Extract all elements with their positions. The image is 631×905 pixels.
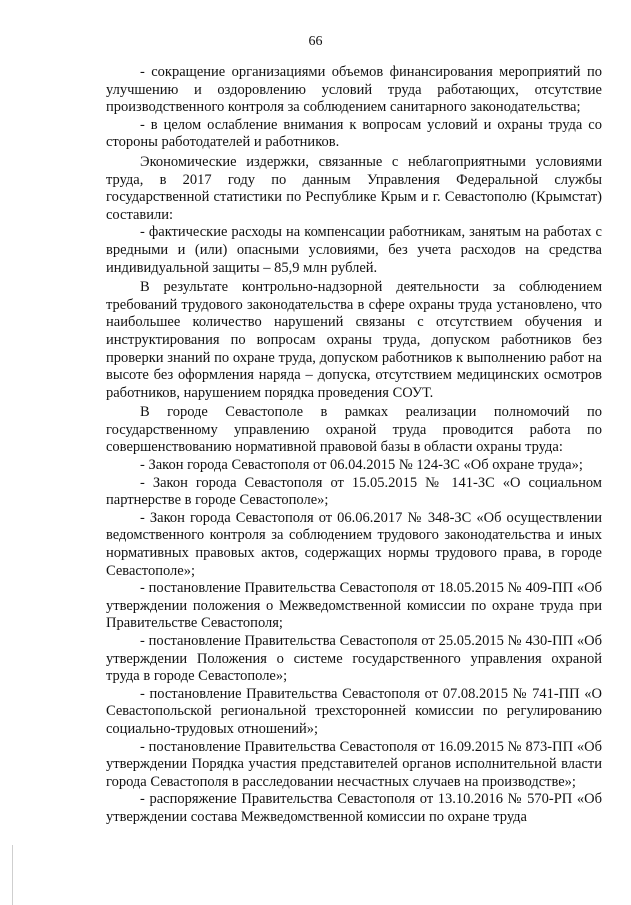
list-item-resolution-430: - постановление Правительства Севастополя от 25.05.2015 № 430-ПП «Об утверждении Положения о системе государственного управления охраной труда в городе Севастополе»; xyxy=(106,633,602,685)
list-item-resolution-409: - постановление Правительства Севастополя от 18.05.2015 № 409-ПП «Об утверждении положения о Межведомственной комиссии по охране труда при Правительстве Севастополя; xyxy=(106,580,602,632)
list-item-order-570: - распоряжение Правительства Севастополя от 13.10.2016 № 570-РП «Об утверждении состава Межведомственной комиссии по охране труда xyxy=(106,791,602,825)
list-item-resolution-873: - постановление Правительства Севастополя от 16.09.2015 № 873-ПП «Об утверждении Порядка участия представителей органов исполнительной власти города Севастополя в расследовании несчастных случаев на производстве»; xyxy=(106,738,602,790)
document-body xyxy=(106,64,602,827)
scan-edge-mark xyxy=(12,845,13,905)
paragraph-sevastopol-regulation: В городе Севастополе в рамках реализации полномочий по государственному управлению охраной труда проводится работа по совершенствованию нормативной правовой базы в области охраны труда: xyxy=(106,404,602,456)
list-item-resolution-741: - постановление Правительства Севастополя от 07.08.2015 № 741-ПП «О Севастопольской региональной трехсторонней комиссии по регулированию социально-трудовых отношений»; xyxy=(106,685,602,737)
list-item-law-348: - Закон города Севастополя от 06.06.2017 № 348-ЗС «Об осуществлении ведомственного контроля за соблюдением трудового законодательства и иных нормативных правовых актов, содержащих нормы трудового права, в городе Севастополе»; xyxy=(106,509,602,579)
paragraph-funding-reduction: - сокращение организациями объемов финансирования мероприятий по улучшению и оздоровлению условий труда работающих, отсутствие производственного контроля за соблюдением санитарного законодательства; xyxy=(106,64,602,116)
paragraph-inspection-results: В результате контрольно-надзорной деятельности за соблюдением требований трудового законодательства в сфере охраны труда установлено, что наибольшее количество нарушений связаны с отсутствием обучения и инструктирования по вопросам охраны труда, допуском работников без проверки знаний по охране труда, допуском работников к выполнению работ на высоте без оформления наряда – допуска, отсутствием медицинских осмотров работников, нарушением порядка проведения СОУТ. xyxy=(106,279,602,401)
list-item-law-124: - Закон города Севастополя от 06.04.2015 № 124-ЗС «Об охране труда»; xyxy=(140,457,583,474)
paragraph-attention-weakening: - в целом ослабление внимания к вопросам условий и охраны труда со стороны работодателей и работников. xyxy=(106,116,602,151)
list-item-law-141: - Закон города Севастополя от 15.05.2015 № 141-ЗС «О социальном партнерстве в городе Севастополе»; xyxy=(106,474,602,509)
page-number: 66 xyxy=(308,34,323,49)
paragraph-actual-expenses: - фактические расходы на компенсации работникам, занятым на работах с вредными и (или) опасными условиями, без учета расходов на средства индивидуальной защиты – 85,9 млн рублей. xyxy=(106,224,602,276)
paragraph-economic-costs: Экономические издержки, связанные с неблагоприятными условиями труда, в 2017 году по данным Управления Федеральной службы государственной статистики по Республике Крым и г. Севастополю (Крымстат) составили: xyxy=(106,153,602,223)
